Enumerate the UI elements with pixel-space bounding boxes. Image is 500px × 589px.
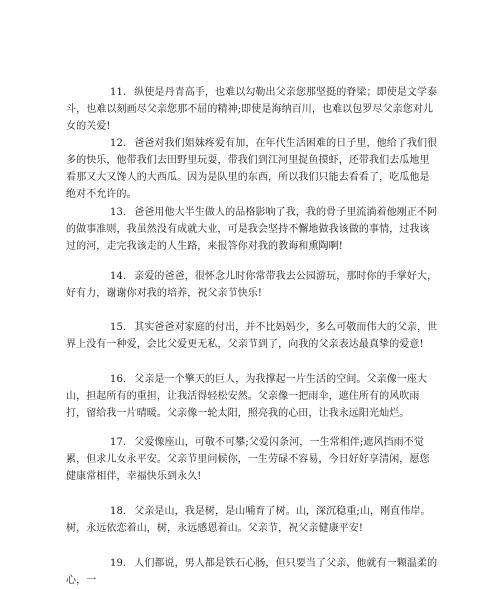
paragraph-number: 11. bbox=[110, 87, 127, 98]
paragraph-number: 19. bbox=[110, 558, 127, 569]
paragraph-19 bbox=[66, 555, 438, 589]
paragraph-18 bbox=[66, 503, 438, 537]
paragraph-number: 15. bbox=[110, 322, 127, 333]
paragraph-text: 爸爸用他大半生做人的品格影响了我，我的骨子里流淌着他刚正不阿的做事准则，我虽然没有成就大业，可是我会坚持不懈地做我该做的事情，过我该过的河，走完我该走的人生路，来报答你对我的教诲和熏陶啊! bbox=[66, 207, 438, 252]
paragraph-15 bbox=[66, 319, 438, 353]
paragraph-number: 13. bbox=[110, 207, 127, 218]
paragraph-text: 爸爸对我们姐妹疼爱有加，在年代生活困难的日子里，他给了我们很多的快乐，他带我们去田野里玩耍，带我们到江河里捉鱼摸虾，还带我们去瓜地里看那又大又馋人的大西瓜。因为是队里的东西，所以我们只能去看看了，吃瓜他是绝对不允许的。 bbox=[66, 138, 438, 200]
paragraph-14 bbox=[66, 268, 438, 302]
paragraph-text: 亲爱的爸爸，很怀念儿时你常带我去公园游玩，那时你的手掌好大，好有力，谢谢你对我的培养，祝父亲节快乐! bbox=[66, 271, 438, 299]
paragraph-text: 父爱像座山，可敬不可攀;父爱闪条河，一生常相伴;遮风挡雨不觉累，但求儿女永平安。父亲节里问候你，一生劳碌不容易，今日好好享清闲，愿您健康常相伴，幸福快乐到永久! bbox=[66, 437, 430, 482]
paragraph-number: 18. bbox=[110, 506, 127, 517]
paragraph-text: 纵使是丹青高手，也难以勾勒出父亲您那坚挺的脊梁；即使是文学泰斗，也难以刻画尽父亲您那不屈的精神;即使是海纳百川，也难以包罗尽父亲您对儿女的关爱! bbox=[66, 87, 438, 132]
paragraph-number: 12. bbox=[110, 138, 127, 149]
paragraph-text: 父亲是山，我是树，是山哺育了树。山，深沉稳重;山，刚直伟岸。树，永远依恋着山，树，永远感恩着山。父亲节，祝父亲健康平安! bbox=[66, 506, 431, 534]
paragraph-number: 17. bbox=[110, 437, 127, 448]
paragraph-11 bbox=[66, 84, 438, 135]
paragraph-17 bbox=[66, 434, 438, 485]
paragraph-16 bbox=[66, 371, 438, 422]
paragraph-number: 16. bbox=[110, 374, 127, 385]
paragraph-text: 人们都说，男人都是铁石心肠，但只要当了父亲，他就有一颗温柔的心，一 bbox=[66, 558, 438, 586]
paragraph-12 bbox=[66, 135, 438, 203]
paragraph-text: 父亲是一个擎天的巨人，为我撑起一片生活的空间。父亲像一座大山，担起所有的重担，让我活得轻松安然。父亲像一把雨伞，遮住所有的风吹雨打，留给我一片晴暖。父亲像一轮太阳，照亮我的心田，让我永远阳光灿烂。 bbox=[66, 374, 428, 419]
paragraph-number: 14. bbox=[110, 271, 127, 282]
paragraph-text: 其实爸爸对家庭的付出，并不比妈妈少，多么可敬而伟大的父亲，世界上没有一种爱，会比父爱更无私，父亲节到了，向我的父亲表达最真挚的爱意! bbox=[66, 322, 438, 350]
paragraph-13 bbox=[66, 204, 438, 255]
